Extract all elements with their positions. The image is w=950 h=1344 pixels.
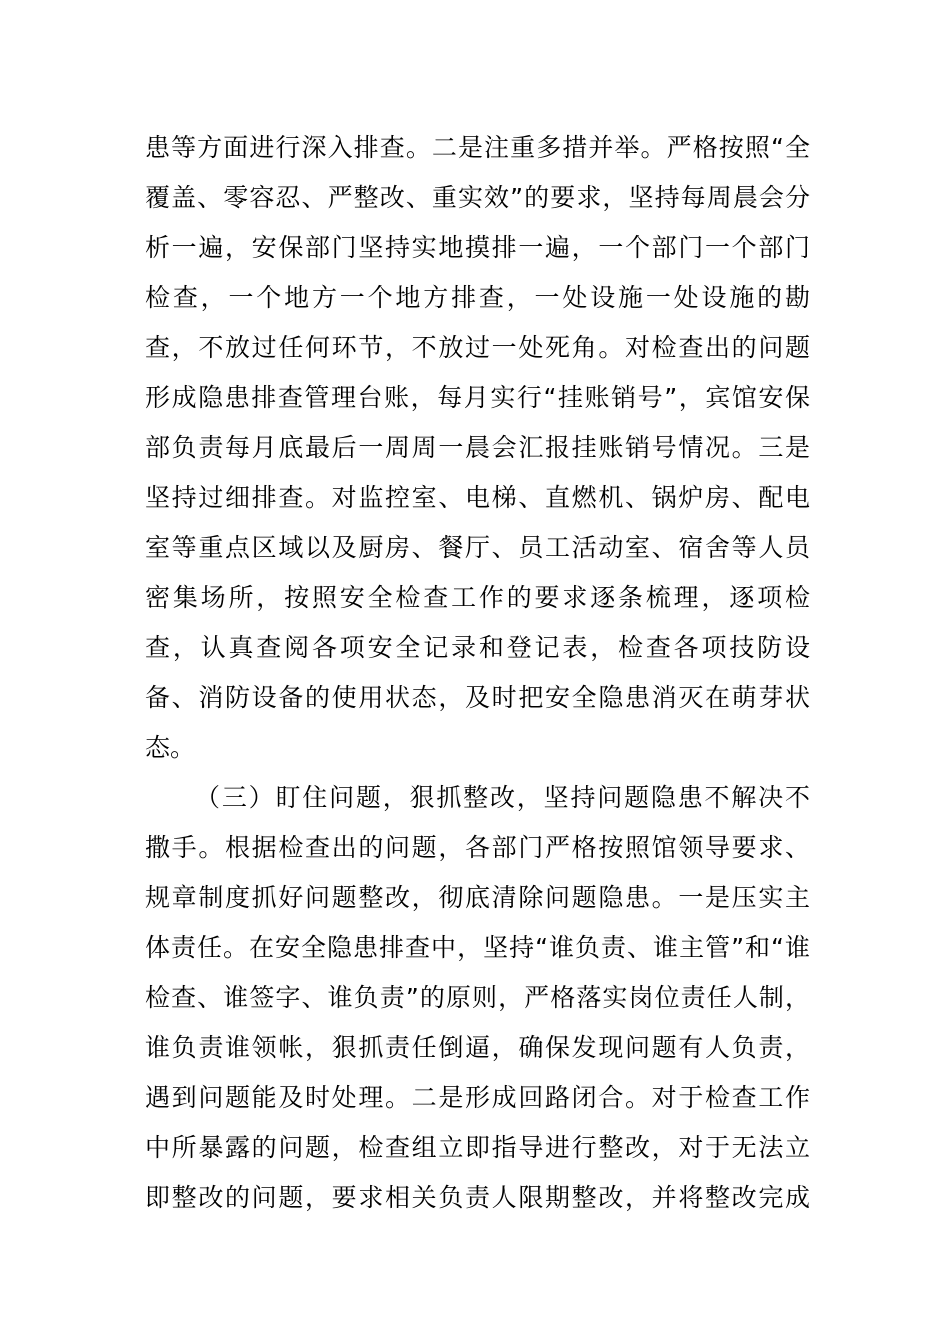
text-line: 析一遍，安保部门坚持实地摸排一遍，一个部门一个部门 bbox=[145, 233, 810, 262]
text-line: 部负责每月底最后一周周一晨会汇报挂账销号情况。三是 bbox=[145, 433, 810, 462]
text-line: 即整改的问题，要求相关负责人限期整改，并将整改完成 bbox=[145, 1183, 810, 1212]
text-line: 撒手。根据检查出的问题，各部门严格按照馆领导要求、 bbox=[145, 833, 810, 862]
text-line: 中所暴露的问题，检查组立即指导进行整改，对于无法立 bbox=[145, 1133, 810, 1162]
text-line: 查，认真查阅各项安全记录和登记表，检查各项技防设 bbox=[145, 633, 810, 662]
text-line: 覆盖、零容忍、严整改、重实效”的要求，坚持每周晨会分 bbox=[145, 183, 810, 212]
text-line: 检查、谁签字、谁负责”的原则，严格落实岗位责任人制， bbox=[145, 983, 810, 1012]
text-line: 体责任。在安全隐患排查中，坚持“谁负责、谁主管”和“谁 bbox=[145, 933, 810, 962]
text-line: 态。 bbox=[145, 733, 196, 762]
text-line: 谁负责谁领帐，狠抓责任倒逼，确保发现问题有人负责， bbox=[145, 1033, 810, 1062]
text-line: 坚持过细排查。对监控室、电梯、直燃机、锅炉房、配电 bbox=[145, 483, 810, 512]
text-line: 遇到问题能及时处理。二是形成回路闭合。对于检查工作 bbox=[145, 1083, 810, 1112]
text-line: 备、消防设备的使用状态，及时把安全隐患消灭在萌芽状 bbox=[145, 683, 810, 712]
text-line: 室等重点区域以及厨房、餐厅、员工活动室、宿舍等人员 bbox=[145, 533, 810, 562]
text-line: 患等方面进行深入排查。二是注重多措并举。严格按照“全 bbox=[145, 133, 810, 162]
body-text bbox=[145, 123, 810, 1223]
text-line: 形成隐患排查管理台账，每月实行“挂账销号”，宾馆安保 bbox=[145, 383, 810, 412]
text-line: 检查，一个地方一个地方排查，一处设施一处设施的勘 bbox=[145, 283, 810, 312]
text-line: 规章制度抓好问题整改，彻底清除问题隐患。一是压实主 bbox=[145, 883, 810, 912]
section-heading-line: （三）盯住问题，狠抓整改，坚持问题隐患不解决不 bbox=[195, 783, 810, 812]
text-line: 密集场所，按照安全检查工作的要求逐条梳理，逐项检 bbox=[145, 583, 810, 612]
text-line: 查，不放过任何环节，不放过一处死角。对检查出的问题 bbox=[145, 333, 810, 362]
